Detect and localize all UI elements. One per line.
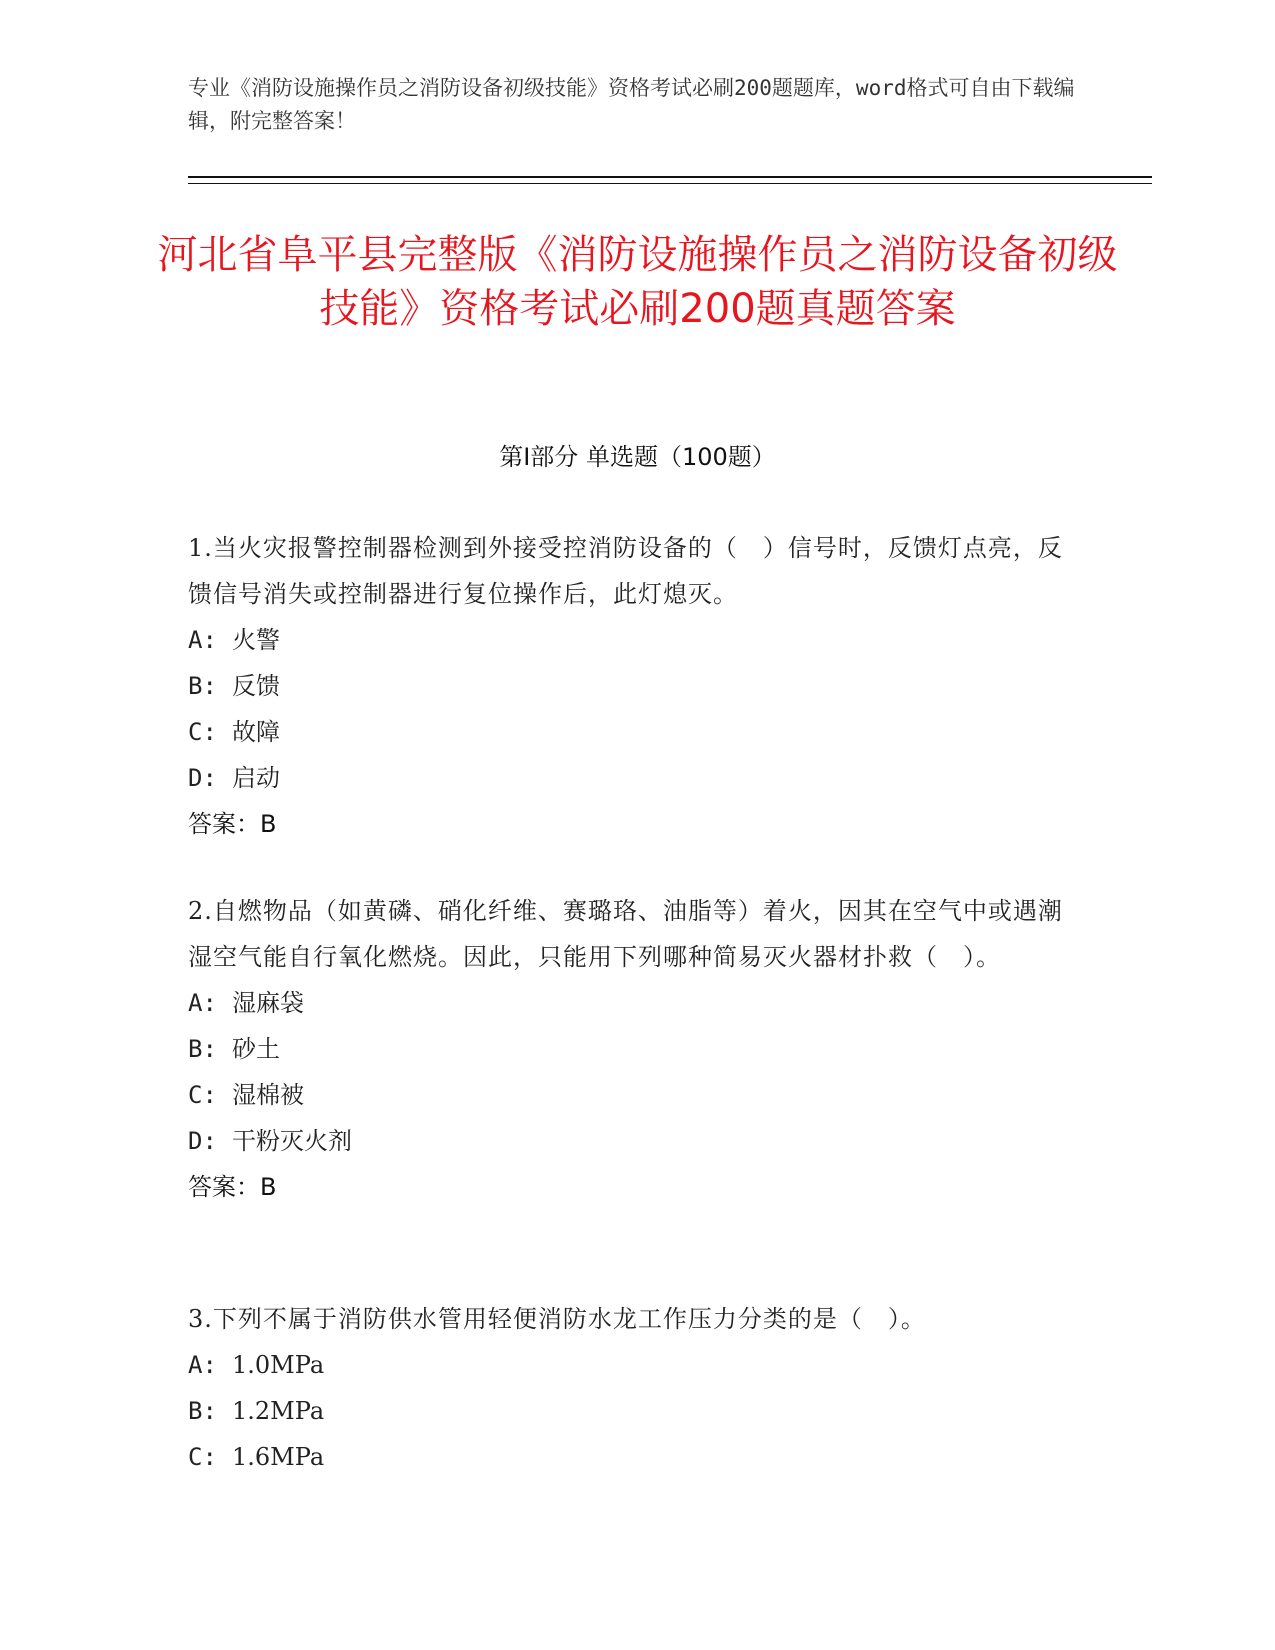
question-stem: 2.自燃物品（如黄磷、硝化纤维、赛璐珞、油脂等）着火，因其在空气中或遇潮湿空气能自行氧化燃烧。因此，只能用下列哪种简易灭火器材扑救（ ）。 xyxy=(188,897,1063,971)
option-b xyxy=(188,1388,1068,1434)
question-3 xyxy=(188,1296,1068,1480)
option-text: 1.2MPa xyxy=(232,1397,325,1425)
option-a xyxy=(188,1342,1068,1388)
option-letter: A: xyxy=(188,989,217,1017)
option-b xyxy=(188,1026,1068,1072)
header-divider-thin xyxy=(188,183,1152,184)
option-letter: A: xyxy=(188,1351,217,1379)
option-text: 启动 xyxy=(232,764,280,792)
option-text: 干粉灭火剂 xyxy=(232,1127,352,1155)
option-text: 反馈 xyxy=(232,672,280,700)
option-text: 1.0MPa xyxy=(232,1351,325,1379)
option-c xyxy=(188,1072,1068,1118)
question-2 xyxy=(188,888,1068,1210)
option-letter: D: xyxy=(188,764,217,792)
answer-line: 答案：B xyxy=(188,1173,277,1201)
option-d xyxy=(188,755,1068,801)
question-stem: 1.当火灾报警控制器检测到外接受控消防设备的（ ）信号时，反馈灯点亮，反馈信号消失或控制器进行复位操作后，此灯熄灭。 xyxy=(188,534,1063,608)
section-heading: 第Ⅰ部分 单选题（100题） xyxy=(499,443,776,471)
option-text: 湿麻袋 xyxy=(232,989,304,1017)
option-text: 湿棉被 xyxy=(232,1081,304,1109)
option-letter: A: xyxy=(188,626,217,654)
header-note: 专业《消防设施操作员之消防设备初级技能》资格考试必刷200题题库，word格式可自由下载编辑，附完整答案！ xyxy=(188,76,1075,133)
option-c xyxy=(188,1434,1068,1480)
question-stem: 3.下列不属于消防供水管用轻便消防水龙工作压力分类的是（ ）。 xyxy=(188,1305,926,1333)
option-b xyxy=(188,663,1068,709)
option-letter: C: xyxy=(188,718,217,746)
option-letter: B: xyxy=(188,1397,217,1425)
question-1 xyxy=(188,525,1068,847)
option-text: 火警 xyxy=(232,626,280,654)
option-text: 1.6MPa xyxy=(232,1443,325,1471)
option-d xyxy=(188,1118,1068,1164)
option-letter: C: xyxy=(188,1081,217,1109)
option-a xyxy=(188,980,1068,1026)
option-letter: D: xyxy=(188,1127,217,1155)
option-letter: B: xyxy=(188,672,217,700)
option-letter: C: xyxy=(188,1443,217,1471)
document-title: 河北省阜平县完整版《消防设施操作员之消防设备初级技能》资格考试必刷200题真题答案 xyxy=(157,232,1118,332)
answer-line: 答案：B xyxy=(188,810,277,838)
option-text: 砂土 xyxy=(232,1035,280,1063)
header-divider-thick xyxy=(188,176,1152,178)
option-letter: B: xyxy=(188,1035,217,1063)
option-text: 故障 xyxy=(232,718,280,746)
option-a xyxy=(188,617,1068,663)
option-c xyxy=(188,709,1068,755)
